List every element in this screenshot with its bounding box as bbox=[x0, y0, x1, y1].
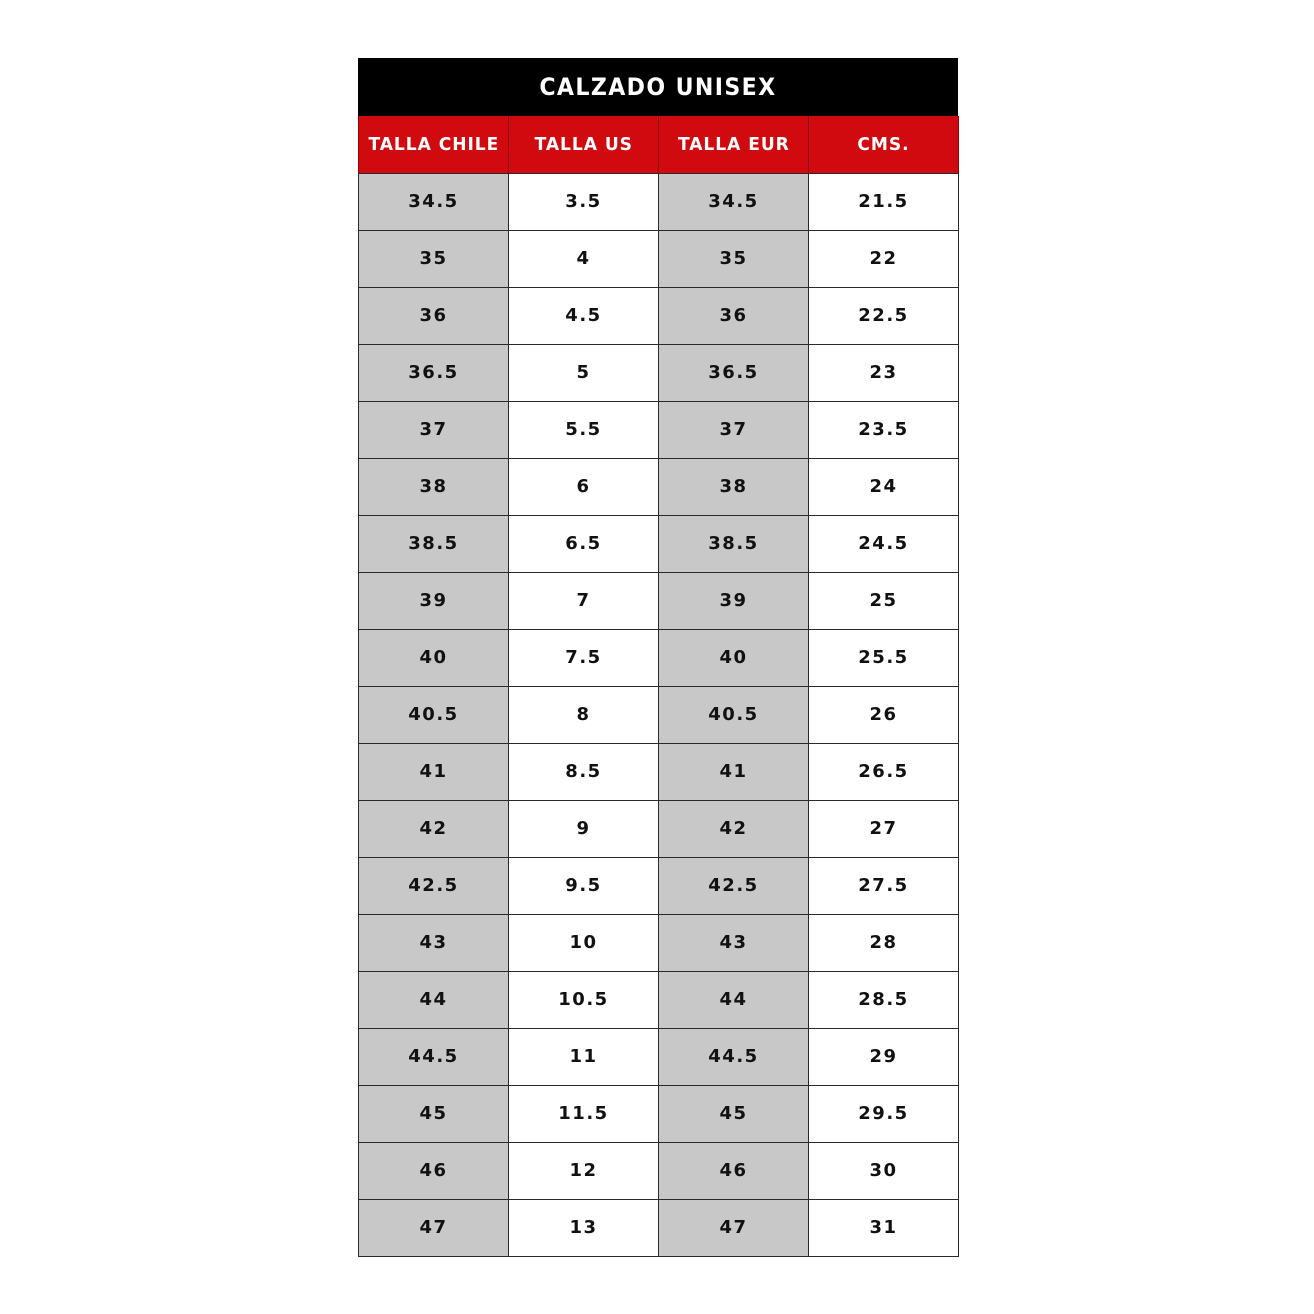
cell-talla-eur: 46 bbox=[659, 1142, 809, 1199]
table-row bbox=[359, 1199, 959, 1256]
size-table bbox=[358, 116, 959, 1257]
table-row bbox=[359, 629, 959, 686]
header-talla-eur: TALLA EUR bbox=[659, 116, 809, 173]
cell-talla-us: 3.5 bbox=[509, 173, 659, 230]
cell-talla-eur: 39 bbox=[659, 572, 809, 629]
cell-cms: 21.5 bbox=[809, 173, 959, 230]
cell-talla-us: 13 bbox=[509, 1199, 659, 1256]
cell-talla-us: 7 bbox=[509, 572, 659, 629]
cell-talla-us: 10 bbox=[509, 914, 659, 971]
cell-cms: 29 bbox=[809, 1028, 959, 1085]
table-row bbox=[359, 914, 959, 971]
cell-talla-eur: 36 bbox=[659, 287, 809, 344]
cell-talla-us: 8 bbox=[509, 686, 659, 743]
table-row bbox=[359, 572, 959, 629]
cell-talla-us: 11 bbox=[509, 1028, 659, 1085]
cell-cms: 27 bbox=[809, 800, 959, 857]
table-row bbox=[359, 230, 959, 287]
cell-talla-chile: 46 bbox=[359, 1142, 509, 1199]
cell-talla-eur: 36.5 bbox=[659, 344, 809, 401]
cell-talla-chile: 41 bbox=[359, 743, 509, 800]
cell-cms: 29.5 bbox=[809, 1085, 959, 1142]
cell-talla-us: 8.5 bbox=[509, 743, 659, 800]
cell-talla-us: 4.5 bbox=[509, 287, 659, 344]
cell-talla-eur: 43 bbox=[659, 914, 809, 971]
cell-talla-chile: 38 bbox=[359, 458, 509, 515]
cell-talla-eur: 40 bbox=[659, 629, 809, 686]
cell-talla-us: 9.5 bbox=[509, 857, 659, 914]
table-row bbox=[359, 173, 959, 230]
cell-talla-chile: 36.5 bbox=[359, 344, 509, 401]
cell-talla-eur: 40.5 bbox=[659, 686, 809, 743]
cell-cms: 22 bbox=[809, 230, 959, 287]
cell-talla-eur: 44 bbox=[659, 971, 809, 1028]
cell-talla-us: 12 bbox=[509, 1142, 659, 1199]
cell-talla-chile: 44 bbox=[359, 971, 509, 1028]
cell-talla-chile: 38.5 bbox=[359, 515, 509, 572]
cell-cms: 28.5 bbox=[809, 971, 959, 1028]
cell-talla-us: 6 bbox=[509, 458, 659, 515]
cell-talla-chile: 37 bbox=[359, 401, 509, 458]
cell-talla-us: 10.5 bbox=[509, 971, 659, 1028]
cell-cms: 22.5 bbox=[809, 287, 959, 344]
cell-talla-chile: 42 bbox=[359, 800, 509, 857]
cell-talla-eur: 34.5 bbox=[659, 173, 809, 230]
header-talla-us: TALLA US bbox=[509, 116, 659, 173]
cell-talla-eur: 35 bbox=[659, 230, 809, 287]
cell-talla-eur: 38.5 bbox=[659, 515, 809, 572]
cell-talla-chile: 40.5 bbox=[359, 686, 509, 743]
cell-cms: 27.5 bbox=[809, 857, 959, 914]
cell-talla-chile: 36 bbox=[359, 287, 509, 344]
size-chart bbox=[358, 58, 958, 1257]
table-row bbox=[359, 971, 959, 1028]
cell-talla-eur: 44.5 bbox=[659, 1028, 809, 1085]
table-row bbox=[359, 857, 959, 914]
cell-cms: 23.5 bbox=[809, 401, 959, 458]
table-row bbox=[359, 1028, 959, 1085]
table-row bbox=[359, 401, 959, 458]
table-row bbox=[359, 515, 959, 572]
table-row bbox=[359, 287, 959, 344]
cell-talla-us: 6.5 bbox=[509, 515, 659, 572]
cell-talla-chile: 35 bbox=[359, 230, 509, 287]
cell-talla-us: 4 bbox=[509, 230, 659, 287]
table-row bbox=[359, 1142, 959, 1199]
cell-talla-eur: 47 bbox=[659, 1199, 809, 1256]
cell-talla-chile: 34.5 bbox=[359, 173, 509, 230]
cell-talla-us: 5.5 bbox=[509, 401, 659, 458]
chart-title bbox=[358, 58, 958, 116]
cell-cms: 30 bbox=[809, 1142, 959, 1199]
cell-talla-chile: 42.5 bbox=[359, 857, 509, 914]
table-body bbox=[359, 173, 959, 1256]
header-cms: CMS. bbox=[809, 116, 959, 173]
header-row bbox=[359, 116, 959, 173]
cell-cms: 23 bbox=[809, 344, 959, 401]
header-talla-chile: TALLA CHILE bbox=[359, 116, 509, 173]
cell-talla-eur: 42 bbox=[659, 800, 809, 857]
cell-talla-chile: 44.5 bbox=[359, 1028, 509, 1085]
table-row bbox=[359, 458, 959, 515]
cell-talla-eur: 41 bbox=[659, 743, 809, 800]
cell-cms: 26.5 bbox=[809, 743, 959, 800]
cell-talla-us: 5 bbox=[509, 344, 659, 401]
table-row bbox=[359, 686, 959, 743]
cell-cms: 25.5 bbox=[809, 629, 959, 686]
cell-talla-eur: 37 bbox=[659, 401, 809, 458]
table-row bbox=[359, 800, 959, 857]
cell-cms: 25 bbox=[809, 572, 959, 629]
cell-talla-chile: 40 bbox=[359, 629, 509, 686]
cell-talla-chile: 39 bbox=[359, 572, 509, 629]
cell-talla-chile: 45 bbox=[359, 1085, 509, 1142]
cell-talla-us: 9 bbox=[509, 800, 659, 857]
cell-cms: 31 bbox=[809, 1199, 959, 1256]
cell-cms: 28 bbox=[809, 914, 959, 971]
cell-cms: 24.5 bbox=[809, 515, 959, 572]
cell-talla-chile: 43 bbox=[359, 914, 509, 971]
cell-talla-eur: 42.5 bbox=[659, 857, 809, 914]
cell-cms: 24 bbox=[809, 458, 959, 515]
cell-talla-us: 11.5 bbox=[509, 1085, 659, 1142]
cell-talla-eur: 45 bbox=[659, 1085, 809, 1142]
cell-talla-eur: 38 bbox=[659, 458, 809, 515]
table-row bbox=[359, 1085, 959, 1142]
cell-cms: 26 bbox=[809, 686, 959, 743]
chart-title-text: CALZADO UNISEX bbox=[539, 73, 777, 101]
cell-talla-chile: 47 bbox=[359, 1199, 509, 1256]
table-row bbox=[359, 344, 959, 401]
table-row bbox=[359, 743, 959, 800]
cell-talla-us: 7.5 bbox=[509, 629, 659, 686]
